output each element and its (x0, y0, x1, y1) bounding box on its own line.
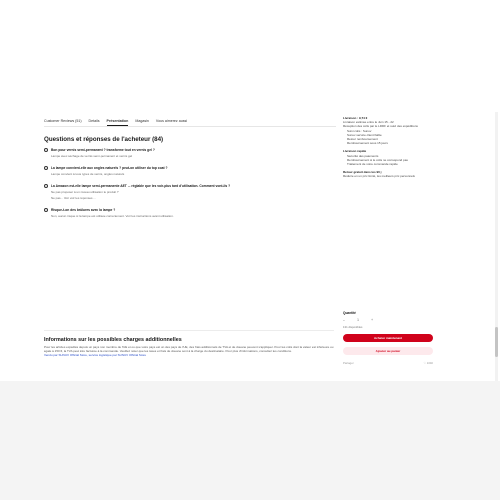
quantity-stepper (343, 317, 373, 323)
buy-panel (343, 116, 435, 179)
tab-bar (44, 119, 187, 126)
add-to-cart-button[interactable]: Ajouter au panier (343, 347, 433, 355)
qa-list (44, 148, 334, 224)
qa-answer: Non, aucun risque si la lampe est utilisée correctement. Voir les instructions avant utilisation. (51, 213, 174, 218)
qa-question: La lampe convient-elle aux ongles naturels ? peut-on utiliser du top coat ? (51, 166, 168, 171)
quantity-plus-button[interactable]: + (371, 318, 373, 322)
question-icon (44, 166, 48, 170)
tab-details[interactable]: Details (88, 119, 100, 123)
question-icon (44, 208, 48, 212)
qa-item (44, 166, 334, 176)
buy-now-button[interactable]: Acheter maintenant (343, 334, 433, 342)
question-icon (44, 148, 48, 152)
charges-body: Pour les articles expédiés depuis un pays non membre de l'UE et ou que votre pays est un des pays de l'UE, des frais additionnels de TVA et de douane peuvent s'appliquer. Pour les colis dont la valeur est inférieure ou égale à 150 €, la TVA peut être facturée à la commande. Veuillez noter que les taxes et frais de douane sont à la charge du destinataire. Pour plus d'informations, consultez les conditions. (44, 345, 334, 354)
quantity-label: Quantité (343, 311, 356, 315)
qa-question: Bon pour vernis semi-permanent ? transforme tout en vernis gel ? (51, 148, 155, 152)
product-page (0, 112, 500, 381)
share-wishlist-row (343, 361, 433, 365)
bottom-blank-area (0, 381, 500, 500)
bullet: Suivi colis : Sunuv (347, 128, 372, 133)
delivery-line: Livraison estimée entre le Juin 15 - 22 (343, 120, 394, 125)
quantity-minus-button[interactable]: – (343, 318, 345, 322)
tab-recommended[interactable]: Vous aimerez aussi (155, 119, 188, 123)
qa-title: Questions et réponses de l'acheteur (84) (44, 136, 164, 143)
share-button[interactable]: Partager (343, 361, 354, 365)
bullet: Remboursement sous 15 jours (347, 141, 388, 146)
wishlist-button[interactable]: ♡ 1040 (423, 361, 433, 365)
secure-line: Remboursement si le colis ne correspond pas (347, 157, 408, 162)
quantity-value[interactable]: 1 (357, 318, 359, 322)
secure-title: Livraison rapide (343, 149, 367, 154)
qa-item (44, 184, 334, 200)
quantity-available: 131 disponibles (343, 325, 363, 329)
question-icon (44, 184, 48, 188)
qa-answer: Lampe convient à tous types de vernis, ongles naturels (51, 172, 125, 177)
section-divider (44, 330, 334, 331)
tab-store[interactable]: Magasin (135, 119, 149, 123)
qa-answer: Ne pas proposer à un niveau utilisation le produit ? (51, 190, 119, 195)
charges-title: Informations sur les possibles charges additionnelles (44, 337, 182, 343)
return-line: Réduire en un prix limité, les meilleurs prix personnels (343, 174, 415, 179)
scrollbar-thumb[interactable] (495, 327, 498, 357)
bullet: Retour remboursement (347, 137, 378, 142)
delivery-line: Réception des colis par le LDDF et suivi des expéditions (343, 124, 418, 129)
delivery-title: Livraison : 9,74 € (343, 116, 368, 120)
qa-item (44, 148, 334, 158)
tab-presentation[interactable]: Présentation (107, 119, 129, 126)
bullet: Sunuv service client fiable (347, 132, 382, 137)
scrollbar[interactable] (495, 112, 498, 381)
qa-item (44, 208, 334, 218)
top-blank-area (0, 0, 500, 112)
tab-reviews[interactable]: Customer Reviews (51) (44, 119, 82, 123)
qa-answer: Lampe avec séchage de vernis semi-permanent et vernis gel (51, 153, 133, 158)
return-title: Retour gratuit dans les 90 j (343, 170, 382, 175)
secure-line: Sécurité des paiements (347, 153, 379, 158)
tab-divider (44, 126, 336, 127)
seller-link[interactable]: Vendu par SUNUV Official Store, service logistique par SUNUV Official Store (44, 353, 147, 358)
qa-question: La Amazon est-elle lampe semi-permanente AET ... réglable que les voir-plus tard d'utilisation. Comment vont-ils ? (51, 184, 231, 189)
qa-see-more-link[interactable]: Ne pas... Voir voir les réponses ... (51, 195, 96, 200)
secure-line: Traitement de votre commande rapide (347, 162, 398, 167)
charges-text (44, 345, 336, 357)
qa-question: Risque-t-on des brûlures avec la lampe ? (51, 208, 116, 213)
